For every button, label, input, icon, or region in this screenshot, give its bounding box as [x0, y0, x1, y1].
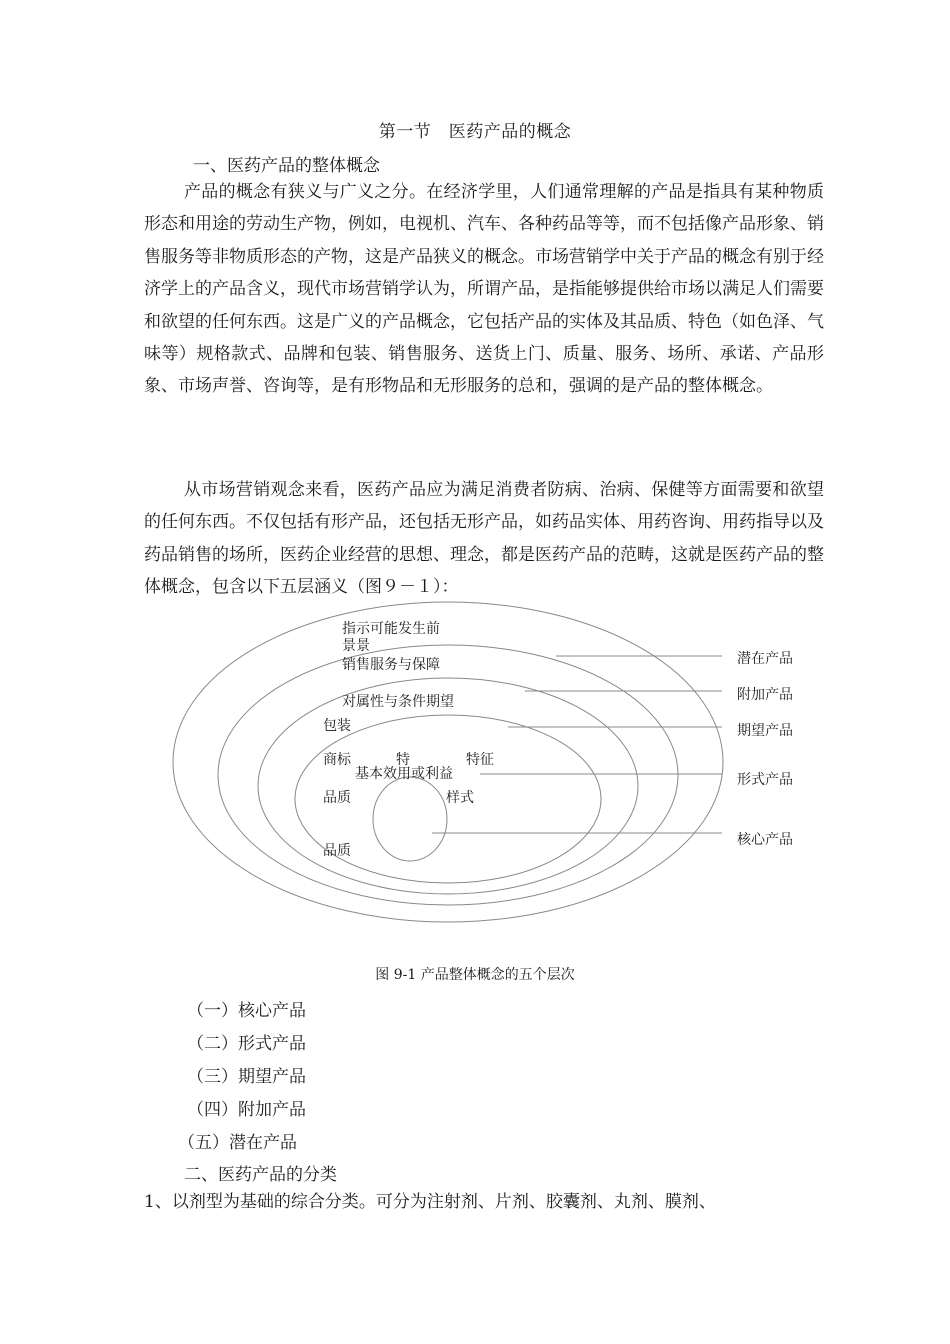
paragraph-medical-product-concept: 从市场营销观念来看，医药产品应为满足消费者防病、治病、保健等方面需要和欲望的任何东西。不仅包括有形产品，还包括无形产品，如药品实体、用药咨询、用药指导以及药品销售的场所，医药企业经营的思想、理念，都是医药产品的范畴，这就是医药产品的整体概念，包含以下五层涵义（图９－１）： [144, 480, 824, 598]
list-item-potential: （五）潜在产品 [178, 1133, 297, 1153]
paragraph-classification: 1、以剂型为基础的综合分类。可分为注射剂、片剂、胶囊剂、丸剂、膜剂、 [144, 1192, 716, 1212]
figure-caption: 图 9-1 产品整体概念的五个层次 [375, 967, 575, 983]
label-expected-desc: 对属性与条件期望 [342, 694, 454, 710]
paragraph-product-concept: 产品的概念有狭义与广义之分。在经济学里，人们通常理解的产品是指具有某种物质形态和用途的劳动生产物，例如，电视机、汽车、各种药品等等，而不包括像产品形象、销售服务等非物质形态的产物，这是产品狭义的概念。市场营销学中关于产品的概念有别于经济学上的产品含义，现代市场营销学认为，所谓产品，是指能够提供给市场以满足人们需要和欲望的任何东西。这是广义的产品概念，它包括产品的实体及其品质、特色（如色泽、气味等）规格款式、品牌和包装、销售服务、送货上门、质量、服务、场所、承诺、产品形象、市场声誉、咨询等，是有形物品和无形服务的总和，强调的是产品的整体概念。 [144, 182, 824, 397]
label-feature-fragment: 特 [396, 752, 410, 768]
concentric-ellipses [0, 600, 950, 970]
list-item-expected: （三）期望产品 [187, 1067, 306, 1087]
label-quality-2: 品质 [323, 843, 351, 859]
list-item-core: （一）核心产品 [187, 1001, 306, 1021]
layer-label-formal: 形式产品 [737, 772, 793, 788]
layer-label-potential: 潜在产品 [737, 651, 793, 667]
ellipse-potential [173, 602, 723, 922]
heading-overall-concept: 一、医药产品的整体概念 [193, 156, 380, 176]
layer-label-core: 核心产品 [737, 832, 793, 848]
label-packaging: 包装 [323, 718, 351, 734]
layer-label-augmented: 附加产品 [737, 687, 793, 703]
label-augmented-desc: 销售服务与保障 [342, 657, 440, 673]
ellipse-core [373, 777, 447, 861]
label-core-benefit: 基本效用或利益 [355, 766, 453, 782]
product-levels-diagram [0, 600, 950, 970]
list-item-augmented: （四）附加产品 [187, 1100, 306, 1120]
label-potential-desc-2: 景景 [342, 638, 370, 654]
label-feature: 特征 [466, 752, 494, 768]
label-trademark: 商标 [323, 752, 351, 768]
list-item-formal: （二）形式产品 [187, 1034, 306, 1054]
label-potential-desc-1: 指示可能发生前 [342, 621, 440, 637]
section-title: 第一节 医药产品的概念 [378, 122, 572, 142]
label-style: 样式 [446, 790, 474, 806]
layer-label-expected: 期望产品 [737, 723, 793, 739]
heading-classification: 二、医药产品的分类 [184, 1165, 337, 1185]
label-quality-1: 品质 [323, 790, 351, 806]
